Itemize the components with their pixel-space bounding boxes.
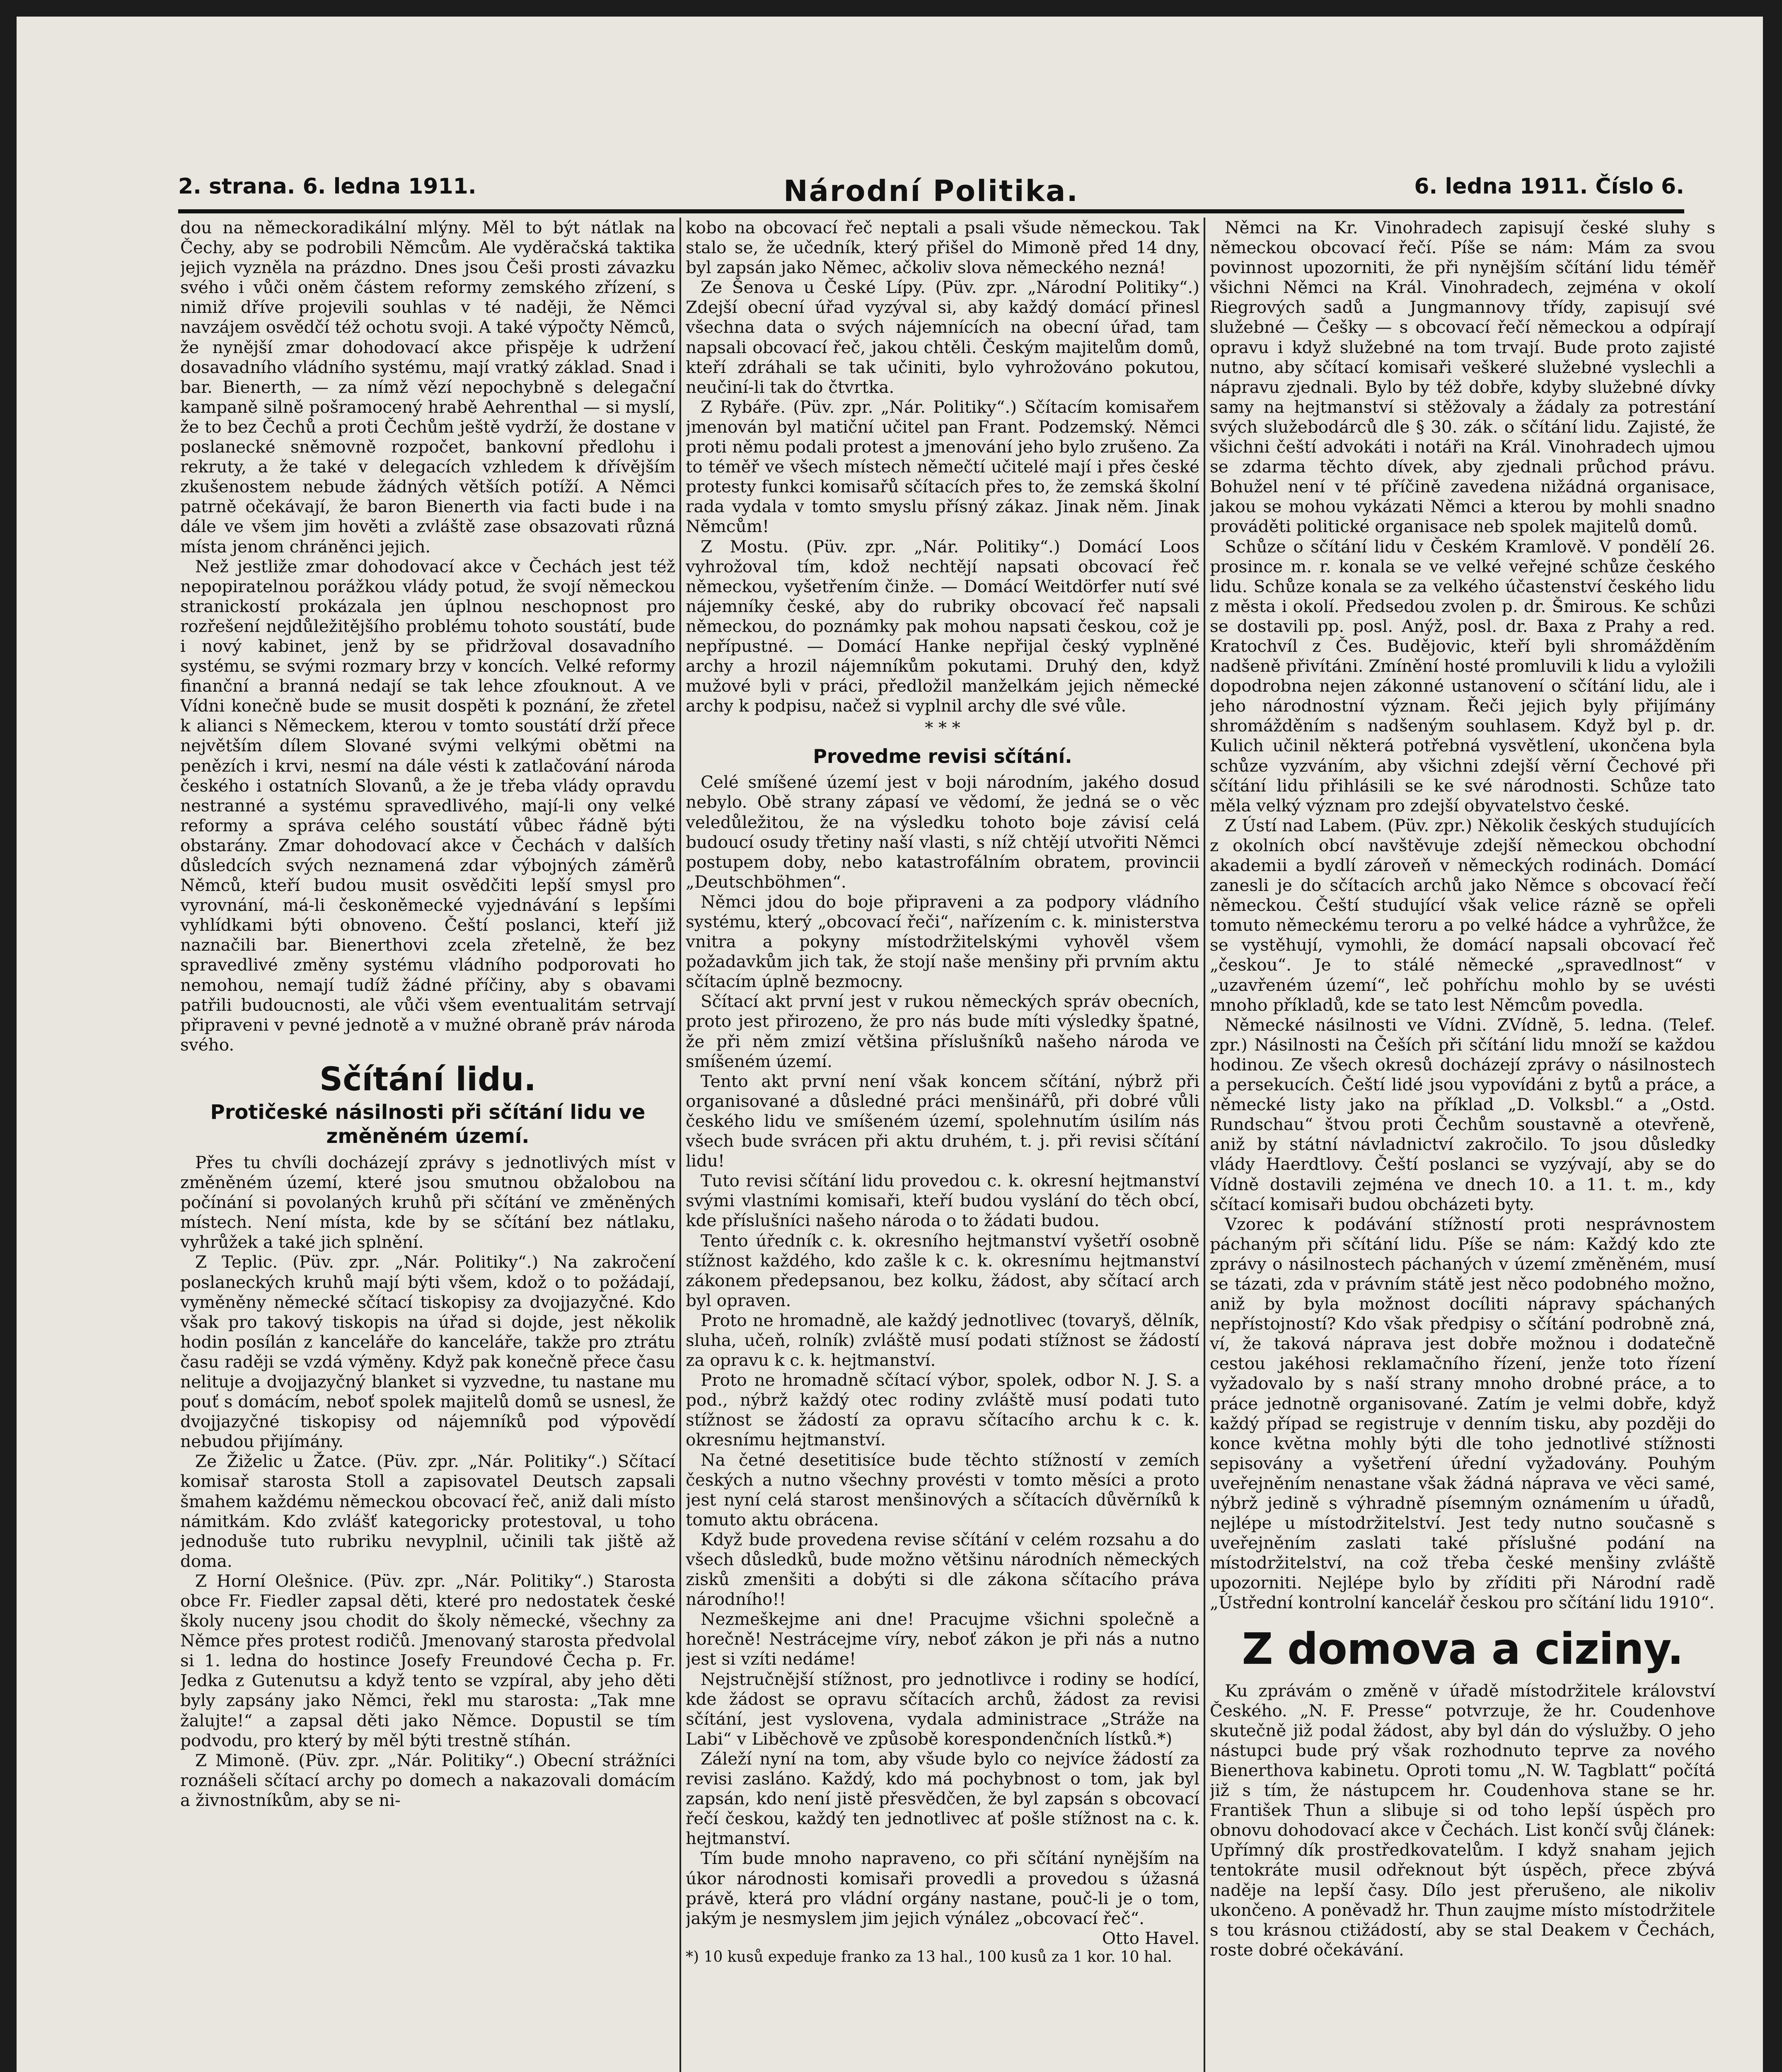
- article-paragraph: Sčítací akt první jest v rukou německých správ obecních, proto jest přirozeno, že pro nás bude míti výsledky špatné, že při něm zmizí většina příslušníků našeho národa ve smíšeném území.: [686, 991, 1199, 1071]
- report-paragraph: Z Rybáře. (Püv. zpr. „Nár. Politiky“.) Sčítacím komisařem jmenován byl matiční učitel pan Frant. Podzemský. Němci proti němu podali protest a jmenování jeho bylo zrušeno. Za to téměř ve všech místech němečtí učitelé mají i přes české protesty funkci komisařů sčítacích přes to, že zemská školní rada vydala v tomto smyslu přísný zákaz. Jinak něm. Jinak Němcům!: [686, 397, 1199, 537]
- newspaper-page: [17, 17, 1763, 2072]
- masthead-title: Národní Politika.: [783, 174, 1079, 208]
- report-paragraph: Z Mimoně. (Püv. zpr. „Nár. Politiky“.) Obecní strážníci roznášeli sčítací archy po domech a nakazovali domácím a živnostníkům, aby se ni-: [180, 1750, 675, 1810]
- article-paragraph: Záleží nyní na tom, aby všude bylo co nejvíce žádostí za revisi zasláno. Každý, kdo má pochybnost o tom, jak byl zapsán, kdo není jistě přesvědčen, že byl zapsán s obcovací řečí českou, každý ten jednotlivec ať pošle stížnost na c. k. hejtmanství.: [686, 1748, 1199, 1849]
- report-paragraph: Ze Žiželic u Žatce. (Püv. zpr. „Nár. Politiky“.) Sčítací komisař starosta Stoll a zapisovatel Deutsch zapsali šmahem každému německou obcovací řeč, aniž dali místo námitkám. Kdo zvlášť kategoricky protestoval, u toho jednoduše tuto rubriku nevyplnil, učinili tak jiště až doma.: [180, 1451, 675, 1571]
- article-heading: Provedme revisi sčítání.: [813, 745, 1072, 768]
- article-paragraph: dou na německoradikální mlýny. Měl to být nátlak na Čechy, aby se podrobili Němcům. Ale vyděračská taktika jejich vyzněla na prázdno. Dnes jsou Češi prosti závazku svého i vůči oněm částem reformy zemského zřízení, s nimiž dříve projevili souhlas v té naději, že Němci navzájem osvědčí též ochotu svoji. A také výpočty Němců, že nynější zmar dohodovací akce přispěje k udržení dosavadního vládního systému, mají vratký základ. Snad i bar. Bienerth, — za nímž vězí nepochybně s delegační kampaně silně pošramocený hrabě Aehrenthal — si myslí, že to bez Čechů a proti Čechům ještě vydrží, že dostane v poslanecké sněmovně rozpočet, bankovní předlohu i rekruty, a že také v delegacích vzhledem k dřívějším zkušenostem nebude žádných větších potíží. A Němci patrně očekávají, že baron Bienerth via facti bude i na dále ve všem jim hověti a zvláště zase obsazovati různá místa jenom chráněnci jejich.: [180, 218, 675, 557]
- report-paragraph: Z Teplic. (Püv. zpr. „Nár. Politiky“.) Na zakročení poslaneckých kruhů mají býti všem, kdož o to požádají, vyměněny německé sčítací tiskopisy za dvojjazyčné. Kdo však pro takový tiskopis na úřad si dojde, jest několik hodin posílán z kanceláře do kanceláře, takže pro ztrátu času raději se vzdá výměny. Když pak konečně přece času nelituje a dvojjazyčný blanket si vyzvedne, tu nastane mu pouť s domácím, neboť spolek majitelů domů se usnesl, že dvojjazyčné tiskopisy od nájemníků pod výpovědí nebudou přijímány.: [180, 1252, 675, 1452]
- report-paragraph: kobo na obcovací řeč neptali a psali všude německou. Tak stalo se, že učedník, který přišel do Mimoně před 14 dny, byl zapsán jako Němec, ačkoliv slova německého nezná!: [686, 218, 1199, 278]
- column-divider: [1204, 218, 1205, 2072]
- article-paragraph: Celé smíšené území jest v boji národním, jakého dosud nebylo. Obě strany zápasí ve vědomí, že jedná se o věc veledůležitou, že na výsledku tohoto boje závisí celá budoucí osudy třetiny naší vlasti, s níž chtějí utvořiti Němci postupem doby, nebo katastrofálním obratem, provincii „Deutschböhmen“.: [686, 772, 1199, 892]
- article-signature: Otto Havel.: [1102, 1928, 1199, 1948]
- article-paragraph: Když bude provedena revise sčítání v celém rozsahu a do všech důsledků, bude možno většinu národních německých zisků zmenšiti a dobýti si dle zákona sčítacího práva národního!!: [686, 1529, 1199, 1610]
- report-paragraph: Němci na Kr. Vinohradech zapisují české sluhy s německou obcovací řečí. Píše se nám: Mám za svou povinnost upozorniti, že při nynějším sčítání lidu téměř všichni Němci na Král. Vinohradech, zejména v okolí Riegrových sadů a Jungmannovy třídy, zapisují své služebné — Češky — s obcovací řečí německou a odpírají opravu i když služebné na tom trvají. Bude proto zajisté nutno, aby sčítací komisaři veškeré služebné vyslechli a nápravu zjednali. Bylo by též dobře, kdyby služebné dívky samy na hejtmanství si stěžovaly a žádaly za potrestání svých služebodárců dle § 30. zák. o sčítání lidu. Zajisté, že všichni čeští advokáti i notáři na Král. Vinohradech ujmou se zdarma těchto dívek, aby zjednali průchod právu. Bohužel není v té příčině zavedena nižádná organisace, jakou se mohou vykázati Němci a kterou by mohli snadno prováděti politické organisace neb spolek majitelů domů.: [1210, 218, 1715, 537]
- article-paragraph: Proto ne hromadně sčítací výbor, spolek, odbor N. J. S. a pod., nýbrž každý otec rodiny zvláště musí podati tuto stížnost se žádostí za opravu sčítacího archu k c. k. okresnímu hejtmanství.: [686, 1370, 1199, 1450]
- report-paragraph: Z Mostu. (Püv. zpr. „Nár. Politiky“.) Domácí Loos vyhrožoval tím, kdož nechtějí napsati obcovací řeč německou, vyšetřením činže. — Domácí Weitdörfer nutí své nájemníky české, aby do rubriky obcovací řeč napsali německou, do poznámky pak mohou napsati českou, což je nepřípustné. — Domácí Hanke nepřijal český vyplněné archy a hrozil nájemníkům pokutami. Druhý den, když mužové byli v práci, předložil manželkám jejich německé archy k podpisu, načež si vyplnil archy dle své vůle.: [686, 536, 1199, 716]
- article-paragraph: Než jestliže zmar dohodovací akce v Čechách jest též nepopiratelnou porážkou vlády potud, že svojí německou stranickostí prokázala jen úplnou neschopnost pro rozřešení nejdůležitějšího problému tohoto soustátí, bude i nový kabinet, jenž by se přidržoval dosavadního systému, se svými rozmary brzy v koncích. Velké reformy finanční a branná nedají se tak lehce zfouknout. A ve Vídni konečně bude se musit dospěti k poznání, že zřetel k alianci s Německem, kterou v tomto soustátí drží přece největším dílem Slované svými velkými obětmi na penězích i krvi, nesmí na dále vésti k zatlačování národa českého i ostatních Slovanů, a že je třeba vlády opravdu nestranné a systému spravedlivého, mají-li ony velké reformy a správa celého soustátí vůbec řádně býti obstarány. Zmar dohodovací akce v Čechách v dalších důsledcích svých neznamená zdar výbojných záměrů Němců, kteří budou musit osvědčiti lepší smysl pro vyrovnání, má-li českoněmecké vyjednávání s lepšími vyhlídkami býti obnoveno. Čeští poslanci, kteří již naznačili bar. Bienerthovi zcela zřetelně, že bez spravedlivé změny systému vládního podporovati ho nemohou, nemají tudíž žádné příčiny, aby s obavami patřili budoucnosti, ale vůči všem eventualitám setrvají připraveni v pevné jednotě a v mužné obraně práv národa svého.: [180, 556, 675, 1055]
- article-paragraph: Tento úředník c. k. okresního hejtmanství vyšetří osobně stížnost každého, kdo zašle k c. k. okresnímu hejtmanství zákonem předepsanou, bez kolku, žádost, aby sčítací arch byl opraven.: [686, 1230, 1199, 1310]
- report-paragraph: Z Horní Olešnice. (Püv. zpr. „Nár. Politiky“.) Starosta obce Fr. Fiedler zapsal děti, které pro nedostatek české školy nuceny jsou chodit do školy německé, všechny za Němce přes protest rodičů. Jmenovaný starosta předvolal si 1. ledna do hostince Josefy Freundové Čecha p. Fr. Jedka z Gutenutsu a když tento se vzpíral, aby jeho děti byly zapsány jako Němci, řekl mu starosta: „Tak mne žalujte!“ a zapsal děti jako Němce. Dopustil se tím podvodu, pro který by měl býti trestně stíhán.: [180, 1571, 675, 1750]
- article-paragraph: Tím bude mnoho napraveno, co při sčítání nynějším na úkor národnosti komisaři provedli a provedou s úžasná právě, která pro vládní orgány nastane, pouč-li je o tom, jakým je nesmyslem jim jejich výnález „obcovací řeč“.: [686, 1848, 1199, 1928]
- report-paragraph: Ze Šenova u České Lípy. (Püv. zpr. „Národní Politiky“.) Zdejší obecní úřad vyzýval si, aby každý domácí přinesl všechna data o svých nájemnících na obecní úřad, tam napsali obcovací řeč, jakou chtěli. Českým majitelům domů, kteří zdráhali se tak učiniti, bylo vyhrožováno pokutou, neučiní-li tak do čtvrtka.: [686, 277, 1199, 397]
- article-paragraph: Nejstručnější stížnost, pro jednotlivce i rodiny se hodící, kde žádost se opravu sčítacích archů, žádost za revisi sčítání, jest vyslovena, vydala administrace „Stráže na Labi“ v Liběchově ve způsobě korespondenčních lístků.*): [686, 1669, 1199, 1749]
- article-paragraph: Tuto revisi sčítání lidu provedou c. k. okresní hejtmanství svými vlastními komisaři, kteří budou vyslání do těch obcí, kde příslušníci našeho národa o to žádati budou.: [686, 1171, 1199, 1231]
- page-header: [178, 174, 1684, 207]
- column-divider: [679, 218, 681, 2072]
- article-paragraph: Tento akt první není však koncem sčítání, nýbrž při organisované a důsledné práci menšinářů, při dobré vůli českého lidu ve smíšeném území, spolehnutím úsilím nás všech bude svrácen při aktu druhém, t. j. při revisi sčítání lidu!: [686, 1071, 1199, 1171]
- header-rule: [178, 209, 1684, 213]
- article-paragraph: Přes tu chvíli docházejí zprávy s jednotlivých míst v změněném území, které jsou smutnou obžalobou na počínání si povolaných kruhů při sčítání ve změněných místech. Není místa, kde by se sčítání bez nátlaku, vyhrůžek a také jich splnění.: [180, 1152, 675, 1252]
- section-title: Sčítání lidu.: [319, 1060, 536, 1098]
- report-paragraph: Z Ústí nad Labem. (Püv. zpr.) Několik českých studujících z okolních obcí navštěvuje zdejší německou obchodní akademii a bydlí zároveň v německých rodinách. Domácí zanesli je do sčítacích archů jako Němce s obcovací řečí německou. Čeští studující však velice rázně se opřeli tomuto německému teroru a po velké hádce a vyhrůžce, že se vystěhují, vymohli, že domácí napsali obcovací řeč „českou“. Je to stálé německé „spravedlnost“ v „uzavřeném území“, leč pohříchu mohlo by se uvésti mnoho příkladů, kde se tato lest Němcům povedla.: [1210, 815, 1715, 1015]
- article-paragraph: Na četné desetitisíce bude těchto stížností v zemích českých a nutno všechny provésti v tomto měsíci a proto jest nyní celá starost menšinových a sčítacích důvěrníků k tomuto aktu obrácena.: [686, 1450, 1199, 1530]
- article-paragraph: Němci jdou do boje připraveni a za podpory vládního systému, který „obcovací řeči“, nařízením c. k. ministerstva vnitra a pokyny místodržitelskými vyhověl všem požadavkům jich tak, že stojí naše menšiny při prvním aktu sčítacím úplně bezmocny.: [686, 891, 1199, 992]
- article-paragraph: Proto ne hromadně, ale každý jednotlivec (tovaryš, dělník, sluha, učeň, rolník) zvláště musí podati stížnost se žádostí za opravu k c. k. hejtmanství.: [686, 1310, 1199, 1370]
- section-subtitle: Protičeské násilnosti při sčítání lidu ve změněném území.: [210, 1100, 646, 1148]
- section-separator: * * *: [925, 719, 960, 738]
- column-3: [1210, 218, 1715, 2072]
- column-2: [686, 218, 1199, 2072]
- section-heading: Z domova a ciziny.: [1242, 1623, 1683, 1674]
- footnote: *) 10 kusů expeduje franko za 13 hal., 100 kusů za 1 kor. 10 hal.: [686, 1948, 1172, 1965]
- header-page-date: 2. strana. 6. ledna 1911.: [178, 174, 476, 199]
- article-paragraph: Nezmeškejme ani dne! Pracujme všichni společně a horečně! Nestrácejme víry, neboť zákon je při nás a nutno jest si vzíti nedáme!: [686, 1609, 1199, 1669]
- header-issue-number: 6. ledna 1911. Číslo 6.: [1414, 174, 1684, 199]
- report-paragraph: Německé násilnosti ve Vídni. ZVídně, 5. ledna. (Telef. zpr.) Násilnosti na Češích při sčítání lidu množí se každou hodinou. Ze všech okresů docházejí zprávy o násilnostech a persekucích. Čeští lidé jsou vypovídáni z bytů a práce, a německé listy jako na příklad „D. Volksbl.“ a „Ostd. Rundschau“ štvou proti Čechům soustavně a otevřeně, aniž by státní návladnictví zakročilo. To jsou důsledky vlády Haerdtlovy. Čeští poslanci se vyzývají, aby se do Vídně dostavili zejména ve dnech 10. a 11. t. m., kdy sčítací komisaři budou obcházeti byty.: [1210, 1014, 1715, 1214]
- report-paragraph: Vzorec k podávání stížností proti nesprávnostem páchaným při sčítání lidu. Píše se nám: Každý kdo zte zprávy o násilnostech páchaných v území změněném, musí se tázati, zda v právním státě jest něco podobného možno, aniž by byla možnost docíliti nápravy spáchaných nepřístojností? Kdo však předpisy o sčítání podrobně zná, ví, že taková náprava jest dobře možnou i dodatečně cestou jakéhosi reklamačního řízení, jenže toto řízení vyžadovalo by s naší strany mnoho drobné práce, a to práce jednotně organisované. Zatím je velmi dobře, když každý případ se registruje v denním tisku, aby později do konce května mohly býti dle toho jednotlivé stížnosti sepisovány a vyšetření úřední vyžadovány. Pouhým uveřejněním nenastane však žádná náprava ve věci samé, nýbrž jedině s výhradně písemným oznámením u úřadů, nejlépe u místodržitelství. Jest tedy nutno současně s uveřejněním zaslati také příslušné podání na místodržitelství, na což třeba české menšiny zvláště upozorniti. Nejlépe bylo by zříditi při Národní radě „Ústřední kontrolní kancelář českou pro sčítání lidu 1910“.: [1210, 1214, 1715, 1613]
- article-paragraph: Ku zprávám o změně v úřadě místodržitele království Českého. „N. F. Presse“ potvrzuje, že hr. Coudenhove skutečně již podal žádost, aby byl dán do výslužby. O jeho nástupci bude prý však rozhodnuto teprve za nového Bienerthova kabinetu. Oproti tomu „N. W. Tagblatt“ počítá již s tím, že nástupcem hr. Coudenhova stane se hr. František Thun a slibuje si od toho lepší úspěch pro obnovu dohodovací akce v Čechách. List končí svůj článek: Upřímný dík prostředkovatelům. I když snaham jejich tentokráte musil odřeknout být úspěch, přece zbývá naděje na lepší časy. Dílo jest přerušeno, ale nikoliv ukončeno. A poněvadž hr. Thun zaujme místo místodržitele s tou krásnou ctižádostí, aby se stal Deakem v Čechách, roste dobré očekávání.: [1210, 1680, 1715, 1960]
- column-1: [180, 218, 675, 2072]
- report-paragraph: Schůze o sčítání lidu v Českém Kramlově. V pondělí 26. prosince m. r. konala se ve velké veřejné schůze českého lidu. Schůze konala se za velkého účastenství českého lidu z města i okolí. Předsedou zvolen p. dr. Šmirous. Ke schůzi se dostavili pp. posl. Anýž, posl. dr. Baxa z Prahy a red. Kratochvíl z Čes. Budějovic, kteří byli shromážděním nadšeně přivítáni. Zmínění hosté promluvili k lidu a vyložili dopodrobna nejen zákonné ustanovení o sčítání lidu, ale i jeho národnostní význam. Řeči jejich byly přijímány shromážděním s nadšeným souhlasem. Když byl p. dr. Kulich učinil některá potřebná vysvětlení, ukončena byla schůze vyzváním, aby všichni zdejší věrní Čechové při sčítání lidu přihlásili se ke své národnosti. Schůze tato měla velký význam pro zdejší obyvatelstvo české.: [1210, 536, 1715, 816]
